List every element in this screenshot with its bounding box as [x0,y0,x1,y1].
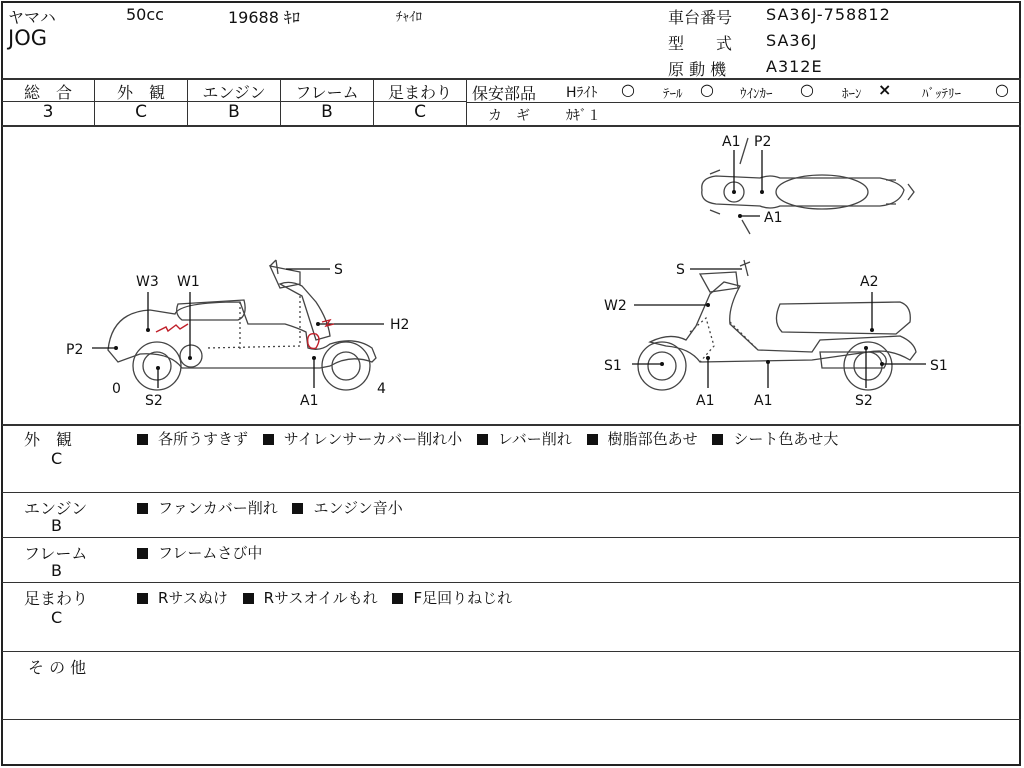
type-label: 型 式 [668,34,733,53]
engine-model: A312E [766,57,823,76]
left-label-s: S [334,262,343,278]
tail-mark: ○ [700,80,714,99]
key-value: ｶｷﾞ１ [566,108,601,124]
section-label-exterior: 外 観 [24,430,73,449]
right-label-a2: A2 [860,274,879,290]
left-label-0: 0 [112,381,121,397]
comment-item: エンジン音小 [313,499,403,517]
top-label-a1: A1 [722,134,741,150]
winker-mark: ○ [800,80,814,99]
section-border [2,492,1021,493]
grade-label-frame: フレーム [295,83,359,102]
type-value: SA36J [766,31,818,50]
comment-item: フレームさび中 [158,544,263,562]
left-label-s2: S2 [145,393,163,409]
right-label-a1-front: A1 [696,393,715,409]
key-label: カ ギ [488,108,530,124]
frame-comments [137,542,262,563]
safety-tail: ﾃｰﾙ [663,87,683,102]
left-label-p2: P2 [66,342,84,358]
left-label-a1: A1 [300,393,319,409]
section-grade-exterior: C [51,449,63,468]
safety-mid-line [467,102,1021,103]
grade-value-exterior: C [135,102,147,122]
exterior-comments [137,428,838,449]
section-grade-engine: B [51,516,62,535]
grade-label-engine: エンジン [202,83,266,102]
top-label-a1-lower: A1 [764,210,783,226]
engine-comments [137,497,403,518]
frame-no: SA36J-758812 [766,5,891,24]
comment-item: 各所うすきず [158,430,249,448]
comment-item: F足回りねじれ [413,589,513,607]
right-label-w2: W2 [604,298,627,314]
comment-item: ファンカバー削れ [158,499,278,517]
horn-mark: × [878,80,892,99]
section-label-engine: エンジン [24,499,88,518]
displacement: 50cc [126,5,164,24]
comment-item: 樹脂部色あせ [607,430,698,448]
safety-headlight: Hﾗｲﾄ [566,85,598,101]
section-border [2,582,1021,583]
comment-item: Rサスぬけ [158,589,228,607]
frame-no-label: 車台番号 [668,8,733,27]
section-grade-frame: B [51,561,62,580]
suspension-comments [137,587,512,608]
battery-mark: ○ [995,80,1009,99]
right-label-s1-right: S1 [930,358,948,374]
right-label-s: S [676,262,685,278]
maker: ヤマハ [8,8,56,27]
color: ﾁｬｲﾛ [396,10,422,25]
left-label-h2: H2 [390,317,410,333]
section-grade-suspension: C [51,608,63,627]
section-border [2,424,1021,426]
model-name: JOG [8,26,47,50]
section-border [2,719,1021,720]
top-label-p2: P2 [754,134,772,150]
section-border [2,537,1021,538]
left-label-w1: W1 [177,274,200,290]
safety-title: 保安部品 [472,84,537,103]
section-border [2,651,1021,652]
right-label-s2: S2 [855,393,873,409]
grade-label-overall: 総 合 [23,83,72,102]
grade-value-engine: B [228,102,240,122]
comment-item: レバー削れ [497,430,572,448]
section-label-frame: フレーム [24,544,88,563]
comment-item: シート色あせ大 [733,430,839,448]
section-label-suspension: 足まわり [24,589,89,608]
safety-horn: ﾎｰﾝ [842,87,862,102]
safety-battery: ﾊﾞｯﾃﾘｰ [922,87,961,102]
mileage: 19688 ｷﾛ [228,8,300,27]
grade-value-suspension: C [414,102,426,122]
grade-label-exterior: 外 観 [116,83,165,102]
comment-item: サイレンサーカバー削れ小 [283,430,463,448]
right-label-s1-left: S1 [604,358,622,374]
left-label-w3: W3 [136,274,159,290]
comment-item: Rサスオイルもれ [263,589,378,607]
left-label-4: 4 [377,381,386,397]
right-label-a1-mid: A1 [754,393,773,409]
safety-winker: ｳｲﾝｶｰ [740,87,773,102]
damage-diagram [0,126,1022,424]
headlight-mark: ○ [621,80,635,99]
engine-label: 原 動 機 [668,60,727,79]
section-label-other: そ の 他 [28,658,87,677]
grade-label-suspension: 足まわり [387,83,452,102]
grade-value-frame: B [321,102,333,122]
grade-value-overall: 3 [42,102,54,122]
